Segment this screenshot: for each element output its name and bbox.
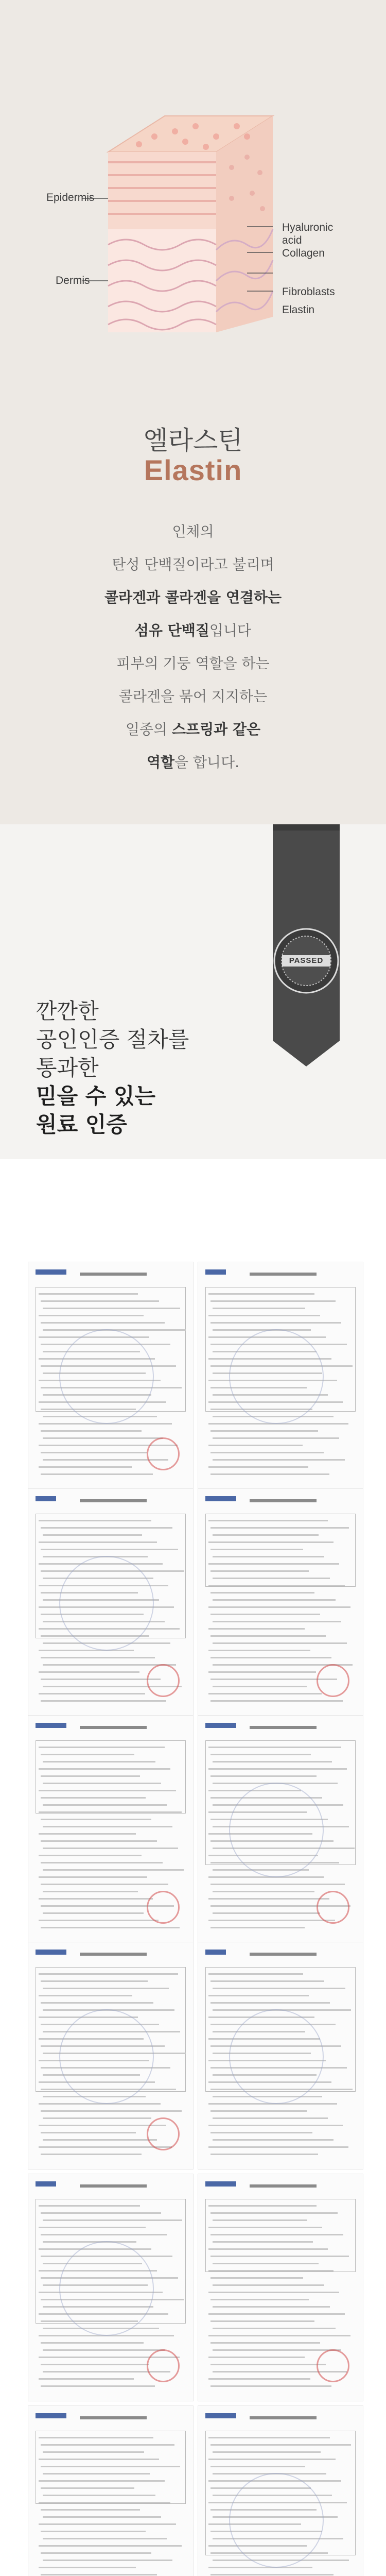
certificate-text-line [213, 1556, 324, 1557]
certificate-text-line [210, 1754, 311, 1755]
certificate-text-line [213, 2117, 328, 2119]
certificate-text-line [208, 1693, 322, 1694]
certificate-text-line [213, 1891, 314, 1892]
certificate-text-line [213, 2451, 321, 2453]
certificate-text-line [213, 2241, 313, 2243]
certificate-text-line [43, 1761, 155, 1762]
certificate-text-line [208, 1585, 345, 1586]
certificate-text-line [213, 2349, 341, 2351]
certificate-document-6 [198, 1716, 363, 1942]
watermark-seal [59, 1556, 154, 1651]
certificate-text-line [39, 1650, 134, 1651]
certificate-text-line [39, 1790, 176, 1791]
dermis-label: Dermis [56, 275, 90, 286]
certificate-document-7 [28, 1942, 193, 2169]
certificate-text-line [210, 1775, 317, 1777]
certificate-table [36, 1740, 186, 1814]
certificate-text-line [208, 1898, 329, 1900]
certificate-text-line [213, 1761, 332, 1762]
description-text: 입니다 [209, 622, 252, 639]
certificate-text-line [39, 1898, 153, 1900]
certificate-text-line [210, 2234, 343, 2235]
certificate-text-line [210, 2574, 334, 2575]
official-stamp [317, 1891, 349, 1924]
certificate-text-line [39, 1520, 151, 1521]
certificate-text-line [208, 1520, 328, 1521]
certificate-text-line [43, 2349, 165, 2351]
certificate-text-line [41, 1754, 134, 1755]
certificate-text-line [41, 2487, 134, 2489]
description-bold-text: 섬유 단백질 [134, 622, 209, 639]
elastin-label: Elastin [282, 304, 315, 316]
certificate-text-line [43, 1783, 161, 1784]
description-bold-text: 스프링과 같은 [172, 721, 261, 738]
cert-headline-bold-2: 원료 인증 [36, 1112, 127, 1137]
certificate-text-line [39, 2205, 140, 2207]
description-line [0, 713, 386, 746]
official-stamp [147, 2349, 180, 2382]
description-text: 인체의 [172, 523, 214, 540]
certificate-text-line [210, 1657, 331, 1658]
certificate-text-line [43, 2241, 136, 2243]
official-stamp [147, 2117, 180, 2150]
hyaluronic-label: Hyaluronic [282, 222, 334, 233]
certificate-text-line [41, 2574, 157, 2575]
cert-headline-3: 통과한 [36, 1055, 99, 1080]
certificate-table [36, 2431, 186, 2504]
certificate-document-4 [198, 1489, 363, 1716]
certificate-text-line [208, 2313, 345, 2315]
certificate-logo [36, 2413, 66, 2418]
certificate-logo [36, 2181, 56, 2187]
epidermis-label: Epidermis [46, 192, 95, 204]
certificate-text-line [41, 1322, 165, 1324]
certificate-text-line [39, 2567, 136, 2568]
certificate-logo [205, 1496, 236, 1501]
certificate-text-line [213, 1578, 330, 1579]
certificate-text-line [213, 2219, 307, 2221]
certificate-text-line [208, 1671, 316, 1673]
certificate-text-line [39, 2523, 176, 2525]
certificate-text-line [210, 1980, 324, 1982]
certificate-title-bar [250, 1726, 317, 1729]
certificate-text-line [213, 1329, 311, 1331]
certificate-text-line [39, 1876, 147, 1878]
description-line [0, 746, 386, 779]
certificate-text-line [210, 1452, 324, 1453]
certificate-text-line [39, 1811, 182, 1813]
certificate-text-line [210, 2002, 330, 2004]
certificate-text-line [208, 1650, 310, 1651]
certificate-text-line [208, 1466, 308, 1468]
certificate-text-line [210, 1322, 341, 1324]
certificate-text-line [41, 1797, 146, 1799]
description-text: 탄성 단백질이라고 불리며 [112, 556, 274, 573]
certificate-title-bar [80, 2416, 147, 2419]
certificate-gallery [0, 1159, 386, 2576]
certificate-text-line [208, 1606, 350, 1608]
certificate-text-line [210, 2342, 320, 2344]
certificate-title-bar [250, 2416, 317, 2419]
certificate-title-bar [80, 1273, 147, 1276]
certificate-text-line [210, 1700, 343, 1702]
title-korean: 엘라스틴 [143, 426, 243, 455]
certificate-text-line [208, 2459, 336, 2460]
certificate-text-line [39, 1747, 165, 1748]
certificate-title-bar [250, 1273, 317, 1276]
certificate-text-line [41, 1679, 161, 1680]
certificate-text-line [39, 1671, 139, 1673]
certificate-text-line [43, 1848, 178, 1849]
fibroblasts-label: Fibroblasts [282, 286, 335, 298]
certificate-document-8 [198, 1942, 363, 2169]
certificate-document-2 [198, 1262, 363, 1489]
certificate-text-line [43, 1437, 163, 1439]
certificate-text-line [41, 2132, 136, 2133]
description-bold-text: 콜라겐과 콜라겐을 연결하는 [104, 589, 282, 606]
certificate-text-line [39, 2480, 165, 2482]
official-stamp [147, 1437, 180, 1470]
certificate-text-line [210, 2277, 303, 2279]
certificate-text-line [41, 1300, 159, 1302]
certificate-text-line [208, 1995, 309, 1996]
skin-layer-diagram [77, 95, 309, 337]
certificate-text-line [210, 1473, 329, 1475]
certificate-text-line [41, 1657, 155, 1658]
certificate-text-line [43, 1912, 144, 1914]
certificate-title-bar [80, 1499, 147, 1502]
elastin-description [0, 515, 386, 779]
certificate-text-line [41, 2002, 153, 2004]
certificate-text-line [210, 1927, 305, 1928]
certificate-document-3 [28, 1489, 193, 1716]
description-text: 콜라겐을 묶어 지지하는 [118, 688, 268, 705]
certificate-text-line [213, 2284, 324, 2286]
description-line [0, 548, 386, 581]
certificate-text-line [213, 2263, 319, 2264]
certificate-text-line [213, 1988, 345, 1989]
certificate-text-line [208, 2248, 328, 2250]
certificate-text-line [39, 2545, 182, 2547]
certificate-text-line [208, 1973, 303, 1975]
certificate-title-bar [250, 1953, 317, 1956]
certificate-table [205, 1514, 356, 1587]
watermark-seal [59, 1329, 154, 1424]
certificate-text-line [39, 1855, 142, 1856]
certificate-title-bar [80, 1953, 147, 1956]
certificate-text-line [210, 2385, 331, 2387]
certificate-text-line [210, 2256, 349, 2257]
watermark-seal [59, 2241, 154, 2336]
certificate-text-line [39, 1466, 132, 1468]
certificate-text-line [210, 1549, 303, 1550]
official-stamp [317, 1664, 349, 1697]
certificate-logo [205, 2413, 236, 2418]
certificate-logo [36, 1269, 66, 1275]
certificate-text-line [41, 2531, 146, 2532]
certificate-text-line [210, 2154, 318, 2155]
certificate-text-line [213, 2139, 334, 2141]
official-stamp [147, 1891, 180, 1924]
title-english: Elastin [144, 454, 242, 486]
certificate-logo [205, 1723, 236, 1728]
certificate-logo [205, 2181, 236, 2187]
certificate-text-line [43, 2117, 151, 2119]
certificate-text-line [208, 1876, 324, 1878]
certificate-text-line [210, 1884, 345, 1885]
certificate-text-line [210, 1300, 336, 1302]
certificate-text-line [208, 2146, 348, 2148]
acid-label: acid [282, 234, 302, 246]
certificate-document-9 [28, 2174, 193, 2401]
certificate-text-line [39, 1920, 159, 1921]
description-line [0, 647, 386, 680]
cert-headline-2: 공인인증 절차를 [36, 1027, 189, 1052]
certificate-text-line [213, 1912, 320, 1914]
certificate-text-line [41, 1527, 172, 1529]
watermark-seal [229, 1329, 324, 1424]
certificate-text-line [39, 1693, 145, 1694]
certificate-text-line [41, 2466, 180, 2467]
certificate-logo [36, 1496, 56, 1501]
certificate-text-line [43, 2516, 161, 2518]
certificate-text-line [213, 1599, 336, 1601]
certificate-text-line [39, 2125, 166, 2126]
certificate-text-line [208, 2567, 312, 2568]
certificate-table [205, 2199, 356, 2272]
certificate-text-line [208, 2378, 310, 2380]
certificate-document-10 [198, 2174, 363, 2401]
certificate-text-line [41, 2110, 182, 2112]
certificate-document-12 [198, 2406, 363, 2576]
certificate-text-line [208, 2125, 343, 2126]
certificate-text-line [43, 1804, 167, 1806]
certificate-text-line [39, 1833, 136, 1835]
watermark-seal [229, 2473, 324, 2568]
certificate-text-line [43, 1869, 184, 1871]
certificate-text-line [208, 1315, 320, 1316]
certificate-text-line [210, 1635, 326, 1637]
certificate-text-line [213, 1642, 347, 1644]
certificate-text-line [213, 1437, 339, 1439]
certificate-text-line [208, 1920, 335, 1921]
cert-headline-bold-1: 믿을 수 있는 [36, 1083, 156, 1109]
certificate-text-line [43, 2495, 155, 2496]
description-line [0, 515, 386, 548]
certificate-text-line [43, 1891, 138, 1892]
description-bold-text: 역할 [146, 754, 175, 771]
certificate-logo [36, 1950, 66, 1955]
certificate-text-line [43, 2560, 172, 2561]
cert-headline-1: 깐깐한 [36, 998, 99, 1024]
description-line [0, 680, 386, 713]
certificate-text-line [208, 1628, 305, 1630]
certificate-title-bar [250, 1499, 317, 1502]
certification-section [0, 824, 386, 1159]
certificate-text-line [208, 2205, 317, 2207]
certificate-text-line [210, 2466, 305, 2467]
certificate-text-line [43, 2451, 144, 2453]
certificate-text-line [39, 1541, 157, 1543]
certificate-text-line [39, 2227, 146, 2228]
certificate-text-line [43, 1308, 180, 1309]
certificate-text-line [210, 2320, 314, 2322]
certificate-text-line [210, 1430, 318, 1432]
certificate-text-line [210, 1527, 349, 1529]
watermark-seal [229, 1783, 324, 1877]
certificate-text-line [39, 1768, 170, 1770]
certificate-logo [36, 1723, 66, 1728]
certificate-text-line [41, 2552, 151, 2554]
certificate-document-1 [28, 1262, 193, 1489]
certificate-text-line [210, 1592, 314, 1594]
certificate-text-line [43, 2139, 157, 2141]
certificate-text-line [41, 2509, 140, 2511]
description-line [0, 581, 386, 614]
certificate-text-line [39, 1293, 138, 1295]
certificate-text-line [208, 1563, 339, 1565]
certificate-text-line [213, 1686, 307, 1687]
certificate-text-line [41, 1840, 157, 1842]
certificate-text-line [210, 2110, 307, 2112]
certificate-text-line [210, 2364, 326, 2365]
certificate-document-11 [28, 2406, 193, 2576]
description-text: 을 합니다. [174, 754, 240, 771]
certificate-text-line [43, 1826, 172, 1827]
certificate-text-line [213, 2328, 336, 2329]
certificate-text-line [210, 2132, 312, 2133]
certificate-text-line [41, 1452, 147, 1453]
certificate-text-line [208, 2357, 305, 2358]
certificate-title-bar [80, 2184, 147, 2188]
certificate-text-line [41, 1473, 153, 1475]
certificate-logo [205, 1950, 226, 1955]
certificate-text-line [41, 1819, 151, 1820]
certificate-text-line [210, 2299, 309, 2300]
certificate-text-line [208, 1541, 334, 1543]
certificate-text-line [43, 2473, 150, 2475]
certificate-text-line [210, 1614, 320, 1615]
certificate-text-line [213, 1459, 345, 1461]
watermark-seal [229, 2009, 324, 2104]
official-stamp [317, 2349, 349, 2382]
certificate-text-line [41, 2364, 149, 2365]
certificate-text-line [208, 1768, 347, 1770]
certificate-text-line [39, 2437, 153, 2438]
certificate-text-line [39, 1315, 144, 1316]
certificate-text-line [208, 1293, 314, 1295]
certificate-text-line [39, 1995, 132, 1996]
certificate-text-line [213, 1534, 319, 1536]
certificate-text-line [208, 1747, 341, 1748]
certificate-text-line [208, 2437, 330, 2438]
certificate-text-line [39, 2146, 172, 2148]
certificate-text-line [210, 1570, 309, 1572]
certificate-text-line [41, 1927, 180, 1928]
certificate-text-line [43, 1988, 169, 1989]
certificate-title-bar [80, 1726, 147, 1729]
certificate-text-line [213, 2306, 330, 2308]
elastin-section [0, 0, 386, 824]
certificate-text-line [39, 2459, 159, 2460]
certificate-text-line [210, 2444, 351, 2446]
certificate-title-bar [250, 2184, 317, 2188]
certificate-text-line [39, 1973, 178, 1975]
certificate-text-line [39, 2378, 134, 2380]
certificate-text-line [41, 2212, 161, 2214]
certificate-text-line [41, 2444, 174, 2446]
description-text: 피부의 기둥 역할을 하는 [116, 655, 270, 672]
certificate-text-line [41, 1430, 142, 1432]
certificate-text-line [41, 2385, 155, 2387]
certificate-text-line [41, 2342, 144, 2344]
watermark-seal [59, 2009, 154, 2104]
certificate-text-line [41, 2234, 167, 2235]
certificate-text-line [208, 2270, 334, 2272]
certificate-text-line [213, 1621, 341, 1622]
certificate-text-line [41, 1549, 178, 1550]
certificate-text-line [43, 2219, 182, 2221]
certificate-text-line [208, 1445, 303, 1446]
certificate-document-5 [28, 1716, 193, 1942]
certificate-text-line [210, 2212, 338, 2214]
certificate-logo [205, 1269, 226, 1275]
certificate-text-line [41, 1980, 148, 1982]
certificate-text-line [43, 1534, 142, 1536]
collagen-label: Collagen [282, 247, 325, 259]
certificate-text-line [41, 1775, 140, 1777]
certificate-text-line [41, 2154, 142, 2155]
certificate-text-line [41, 1884, 168, 1885]
certificate-text-line [41, 1700, 166, 1702]
certificate-text-line [213, 1308, 305, 1309]
certificate-text-line [41, 1862, 163, 1863]
description-text: 일종의 [125, 721, 172, 738]
certificate-text-line [208, 2335, 350, 2336]
certificate-text-line [208, 2227, 322, 2228]
official-stamp [147, 1664, 180, 1697]
certificate-text-line [208, 2292, 339, 2293]
passed-badge-text: PASSED [289, 956, 324, 965]
description-line [0, 614, 386, 647]
certificate-text-line [39, 2502, 170, 2503]
certificate-text-line [43, 2538, 167, 2539]
